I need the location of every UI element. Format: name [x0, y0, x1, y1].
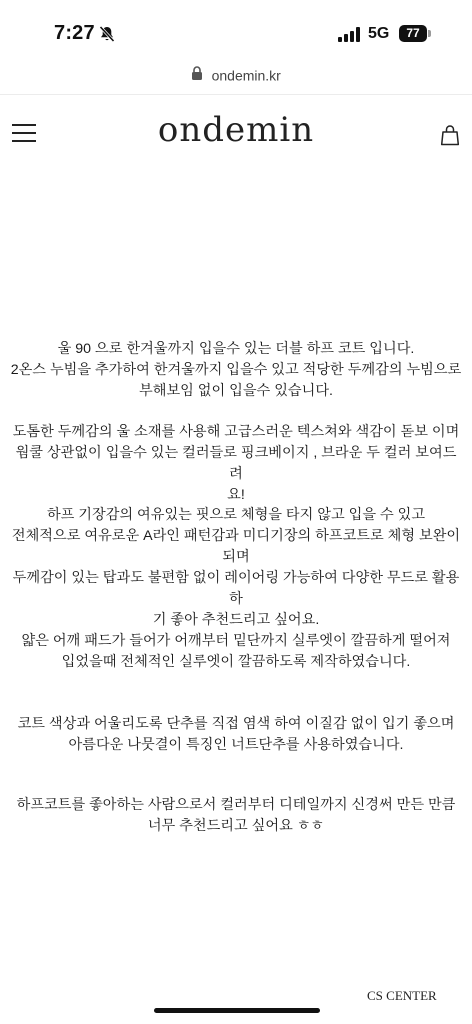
description-line: 아름다운 나뭇결이 특징인 너트단추를 사용하였습니다. — [68, 737, 404, 753]
battery-icon: 77 — [399, 25, 427, 42]
status-bar — [0, 0, 472, 60]
home-indicator[interactable] — [154, 1008, 320, 1013]
description-paragraph — [10, 505, 462, 631]
description-paragraph — [10, 339, 462, 402]
shopping-bag-icon[interactable] — [440, 124, 460, 151]
description-paragraph — [10, 631, 462, 673]
description-line: 두께감이 있는 탑과도 불편함 없이 레이어링 가능하여 다양한 무드로 활용하 — [12, 570, 460, 607]
description-line: 하프코트를 좋아하는 사람으로서 컬러부터 디테일까지 신경써 만든 만큼 — [16, 797, 456, 813]
description-line: 도톰한 두께감의 울 소재를 사용해 고급스러운 텍스쳐와 색감이 돋보 이며 — [12, 424, 460, 440]
cs-center-label: CS CENTER — [367, 988, 437, 1003]
description-line: 코트 색상과 어울리도록 단추를 직접 염색 하여 이질감 없이 입기 좋으며 — [17, 716, 455, 732]
description-paragraph — [10, 795, 462, 837]
site-logo[interactable]: ondemin — [157, 110, 315, 150]
description-line: 입었을때 전체적인 실루엣이 깔끔하도록 제작하였습니다. — [61, 654, 411, 670]
description-line: 요! — [227, 487, 245, 503]
site-header — [0, 96, 472, 176]
cellular-signal-icon — [338, 27, 362, 47]
header-divider — [0, 94, 472, 95]
description-line: 울 90 으로 한겨울까지 입을수 있는 더블 하프 코트 입니다. — [57, 341, 415, 357]
description-line: 되며 — [222, 549, 250, 565]
description-line: 웜쿨 상관없이 입을수 있는 컬러들로 핑크베이지 , 브라운 두 컬러 보여드려 — [15, 445, 457, 482]
description-line: 기 좋아 추천드리고 싶어요. — [152, 612, 320, 628]
description-line: 전체적으로 여유로운 A라인 패턴감과 미디기장의 하프코트로 체형 보완이 — [11, 528, 461, 544]
description-line: 얇은 어깨 패드가 들어가 어깨부터 밑단까지 실루엣이 깔끔하게 떨어져 — [21, 633, 451, 649]
battery-tip — [428, 30, 431, 37]
description-paragraph — [10, 422, 462, 506]
url-text: ondemin.kr — [211, 67, 281, 84]
description-paragraph — [10, 714, 462, 756]
network-type: 5G — [368, 25, 390, 42]
description-line: 너무 추천드리고 싶어요 ㅎㅎ — [147, 818, 325, 834]
description-line: 하프 기장감의 여유있는 핏으로 체형을 타지 않고 입을 수 있고 — [46, 507, 426, 523]
browser-url-bar[interactable] — [0, 66, 472, 88]
status-time: 7:27 — [54, 22, 95, 44]
description-line: 부해보임 없이 입을수 있습니다. — [139, 383, 333, 399]
lock-icon — [191, 66, 203, 85]
bell-slash-icon — [98, 25, 116, 48]
description-line: 2온스 누빔을 추가하여 한겨울까지 입을수 있고 적당한 두께감의 누빔으로 — [10, 362, 462, 378]
